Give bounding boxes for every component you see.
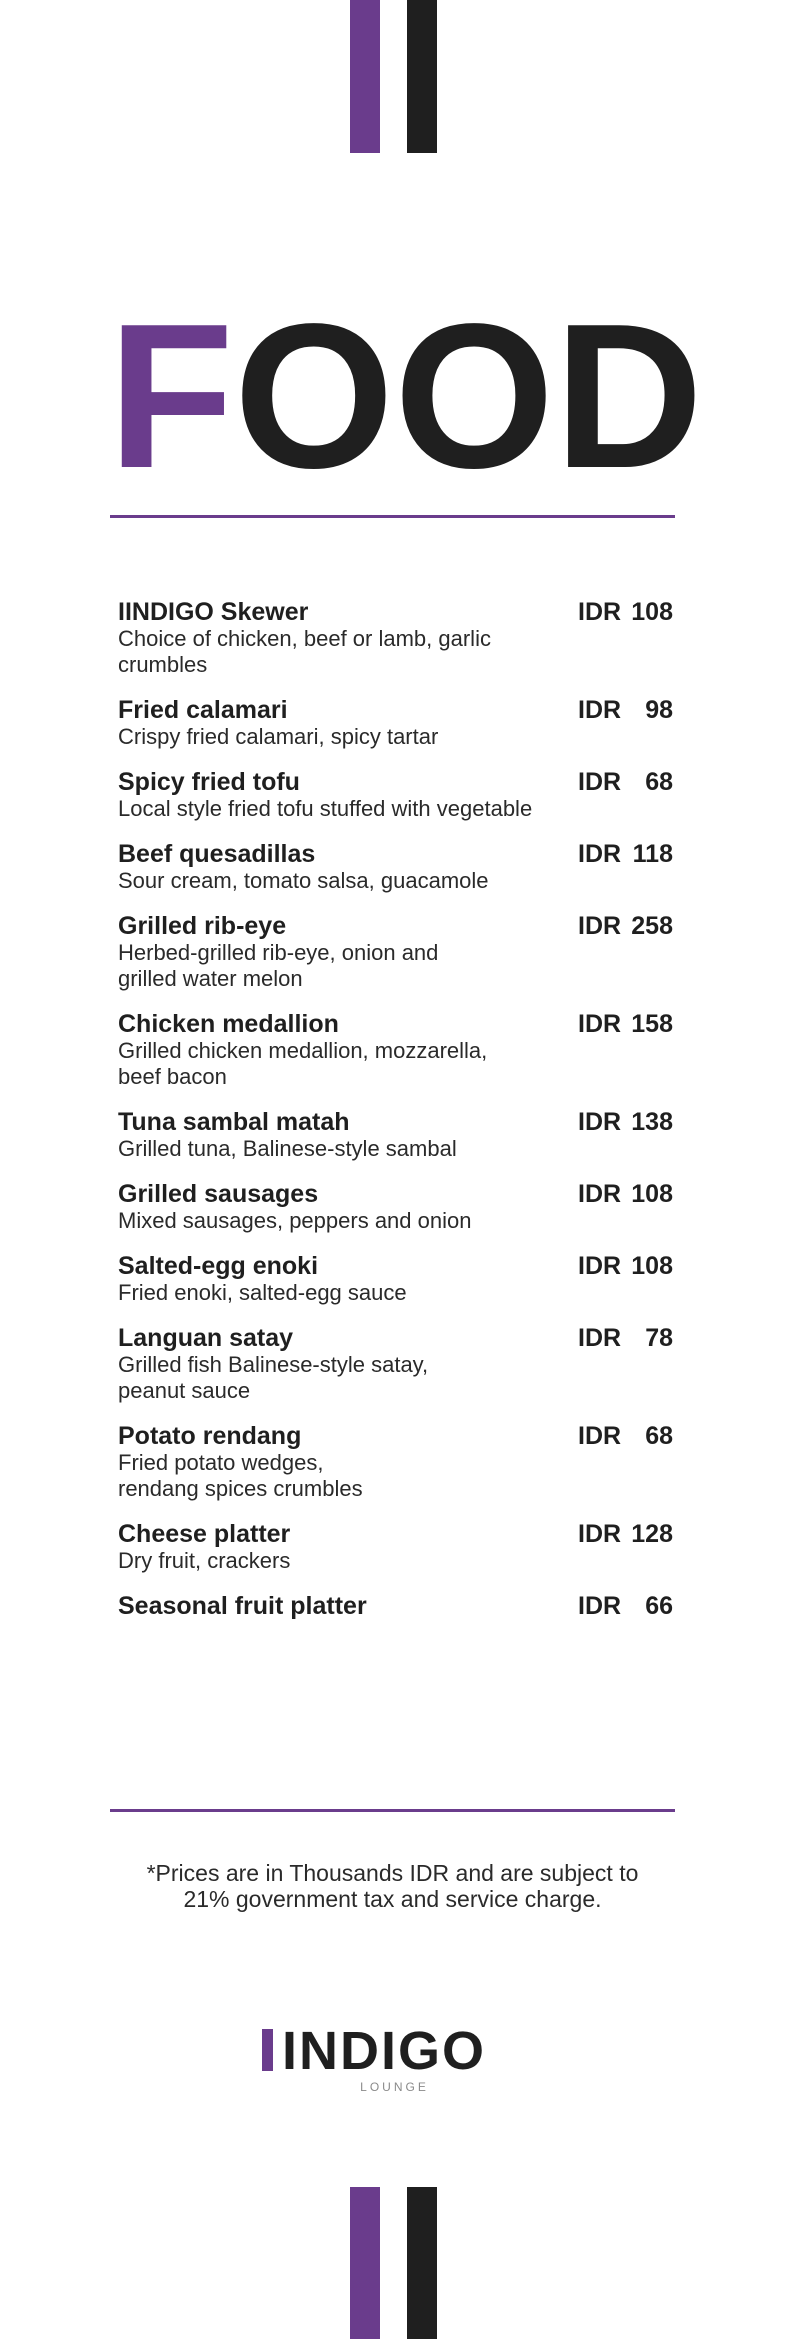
price-amount: 108 — [631, 1252, 673, 1280]
menu-item-description: Herbed-grilled rib-eye, onion and grilled water melon — [118, 940, 439, 991]
menu-item — [118, 1422, 673, 1502]
menu-item-price — [578, 1592, 673, 1620]
price-currency: IDR — [578, 912, 622, 940]
price-currency: IDR — [578, 840, 622, 868]
price-amount: 68 — [645, 768, 673, 796]
menu-item — [118, 1180, 673, 1234]
menu-item-name: Chicken medallion — [118, 1010, 339, 1038]
menu-item — [118, 1520, 673, 1574]
indigo-lounge-logo — [262, 2021, 527, 2104]
price-amount: 66 — [645, 1592, 673, 1620]
menu-item-description: Grilled fish Balinese-style satay, peanut sauce — [118, 1352, 429, 1403]
menu-item-description: Fried enoki, salted-egg sauce — [118, 1280, 407, 1305]
price-currency: IDR — [578, 696, 622, 724]
price-amount: 118 — [632, 840, 673, 868]
logo-mark-bar — [262, 2029, 273, 2071]
menu-item — [118, 696, 673, 750]
price-currency: IDR — [578, 768, 622, 796]
price-amount: 128 — [631, 1520, 673, 1548]
menu-item-description: Grilled tuna, Balinese-style sambal — [118, 1136, 457, 1161]
menu-item-name: Seasonal fruit platter — [118, 1592, 367, 1620]
price-currency: IDR — [578, 1324, 622, 1352]
menu-list — [118, 598, 673, 1638]
price-amount: 78 — [645, 1324, 673, 1352]
menu-item-price — [578, 1252, 673, 1280]
menu-item — [118, 1592, 673, 1620]
menu-item-description: Grilled chicken medallion, mozzarella, beef bacon — [118, 1038, 488, 1089]
menu-item-description: Fried potato wedges, rendang spices crumbles — [118, 1450, 363, 1501]
menu-item-description: Local style fried tofu stuffed with vegetable — [118, 796, 533, 821]
menu-item-name: Tuna sambal matah — [118, 1108, 350, 1136]
menu-item-name: Salted-egg enoki — [118, 1252, 319, 1280]
menu-item-name: Beef quesadillas — [118, 840, 316, 868]
top-purple-bar — [350, 0, 380, 153]
menu-item — [118, 1252, 673, 1306]
menu-item-name: Languan satay — [118, 1324, 294, 1352]
menu-item-price — [578, 598, 673, 626]
price-amount: 258 — [631, 912, 673, 940]
menu-item-name: Grilled rib-eye — [118, 912, 287, 940]
price-currency: IDR — [578, 598, 622, 626]
price-amount: 68 — [645, 1422, 673, 1450]
price-amount: 108 — [631, 598, 673, 626]
price-currency: IDR — [578, 1252, 622, 1280]
menu-item-description: Choice of chicken, beef or lamb, garlic crumbles — [118, 626, 491, 677]
menu-item-name: Spicy fried tofu — [118, 768, 300, 796]
menu-item-name: Grilled sausages — [118, 1180, 319, 1208]
bottom-purple-bar — [350, 2187, 380, 2339]
price-currency: IDR — [578, 1108, 622, 1136]
divider-top — [110, 515, 675, 518]
price-currency: IDR — [578, 1180, 622, 1208]
price-amount: 98 — [645, 696, 673, 724]
menu-item — [118, 1324, 673, 1404]
menu-item-price — [578, 1422, 673, 1450]
menu-item-description: Sour cream, tomato salsa, guacamole — [118, 868, 489, 893]
price-amount: 138 — [631, 1108, 673, 1136]
menu-item-name: Fried calamari — [118, 696, 288, 724]
menu-item-price — [578, 1010, 673, 1038]
menu-item-price — [578, 1520, 673, 1548]
menu-item — [118, 1108, 673, 1162]
logo-subtitle: LOUNGE — [360, 2080, 429, 2094]
menu-item-price — [578, 840, 673, 868]
menu-item-name: Potato rendang — [118, 1422, 302, 1450]
divider-bottom — [110, 1809, 675, 1812]
bottom-dark-bar — [407, 2187, 437, 2339]
top-dark-bar — [407, 0, 437, 153]
price-currency: IDR — [578, 1520, 622, 1548]
menu-item-name: IINDIGO Skewer — [118, 598, 309, 626]
menu-item — [118, 1010, 673, 1090]
menu-item — [118, 912, 673, 992]
title-rest: OOD — [233, 281, 704, 511]
price-amount: 108 — [631, 1180, 673, 1208]
menu-item-price — [578, 696, 673, 724]
menu-item-price — [578, 1180, 673, 1208]
title-accent-letter: F — [108, 281, 234, 511]
menu-item-description: Dry fruit, crackers — [118, 1548, 291, 1573]
menu-item-description: Crispy fried calamari, spicy tartar — [118, 724, 439, 749]
price-note: *Prices are in Thousands IDR and are subject to 21% government tax and service charge. — [146, 1860, 639, 1912]
menu-item — [118, 840, 673, 894]
price-amount: 158 — [631, 1010, 673, 1038]
menu-item-price — [578, 1324, 673, 1352]
menu-item-price — [578, 768, 673, 796]
menu-item-price — [578, 1108, 673, 1136]
menu-item-price — [578, 912, 673, 940]
price-currency: IDR — [578, 1422, 622, 1450]
page-title — [108, 281, 704, 511]
logo-text: INDIGO — [282, 2021, 487, 2081]
menu-item — [118, 768, 673, 822]
menu-item-name: Cheese platter — [118, 1520, 291, 1548]
menu-item-description: Mixed sausages, peppers and onion — [118, 1208, 472, 1233]
price-currency: IDR — [578, 1010, 622, 1038]
menu-item — [118, 598, 673, 678]
price-currency: IDR — [578, 1592, 622, 1620]
